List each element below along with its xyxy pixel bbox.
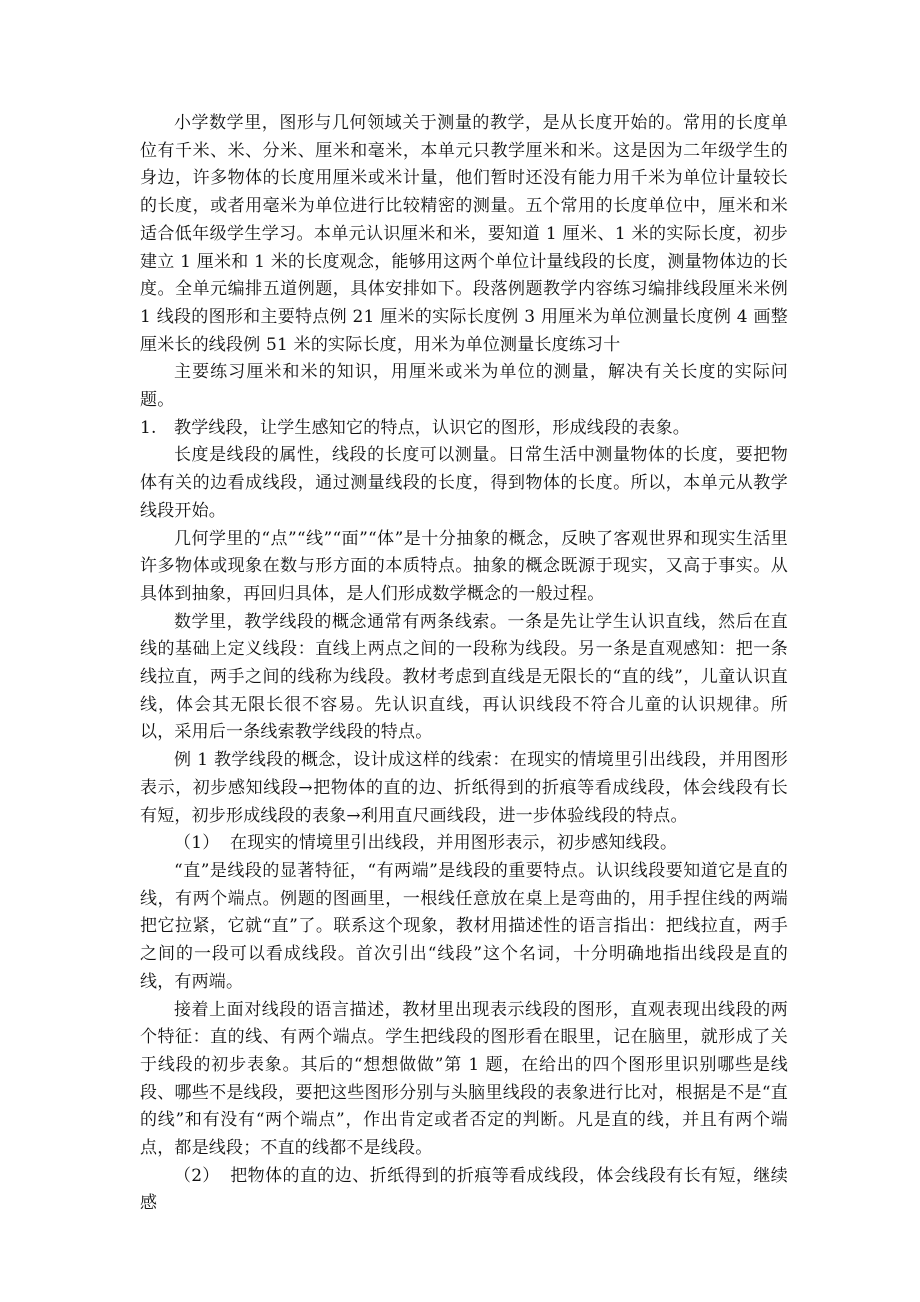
paragraph-intro: 小学数学里，图形与几何领域关于测量的教学，是从长度开始的。常用的长度单位有千米、米、分米、厘米和毫米，本单元只教学厘米和米。这是因为二年级学生的身边，许多物体的长度用厘米或米计量，他们暂时还没有能力用千米为单位计量较长的长度，或者用毫米为单位进行比较精密的测量。五个常用的长度单位中，厘米和米适合低年级学生学习。本单元认识厘米和米，要知道 1 厘米、1 米的实际长度，初步建立 1 厘米和 1 米的长度观念，能够用这两个单位计量线段的长度，测量物体边的长度。全单元编排五道例题，具体安排如下。段落例题教学内容练习编排线段厘米米例 1 线段的图形和主要特点例 21 厘米的实际长度例 3 用厘米为单位测量长度例 4 画整厘米长的线段例 51 米的实际长度，用米为单位测量长度练习十: [140, 113, 788, 355]
sub-number: （1）: [174, 833, 220, 854]
paragraph-straight-feature: “直”是线段的显著特征，“有两端”是线段的重要特点。认识线段要知道它是直的线，有两个端点。例题的图画里，一根线任意放在桌上是弯曲的，用手捏住线的两端把它拉紧，它就“直”了。联系这个现象，教材用描述性的语言指出：把线拉直，两手之间的一段可以看成线段。首次引出“线段”这个名词，十分明确地指出线段是直的线，有两端。: [140, 860, 788, 992]
sub-heading-1: [140, 830, 788, 858]
sub-heading-2: [140, 1163, 788, 1218]
sub-number: （2）: [174, 1165, 220, 1186]
numbered-heading-1: [140, 415, 788, 443]
paragraph-segment-figure: 接着上面对线段的语言描述，教材里出现表示线段的图形，直观表现出线段的两个特征：直的线、有两个端点。学生把线段的图形看在眼里，记在脑里，就形成了关于线段的初步表象。其后的“想想做做”第 1 题，在给出的四个图形里识别哪些是线段、哪些不是线段，要把这些图形分别与头脑里线段的表象进行比对，根据是不是“直的线”和有没有“两个端点”，作出肯定或者否定的判断。凡是直的线，并且有两个端点，都是线段；不直的线都不是线段。: [140, 999, 788, 1159]
paragraph-geometry-concepts: 几何学里的“点”“线”“面”“体”是十分抽象的概念，反映了客观世界和现实生活里许多物体或现象在数与形方面的本质特点。抽象的概念既源于现实，又高于事实。从具体到抽象，再回归具体，是人们形成数学概念的一般过程。: [140, 528, 788, 604]
list-number: 1.: [140, 417, 157, 438]
document-page: [140, 110, 788, 1218]
numbered-heading-text: 教学线段，让学生感知它的特点，认识它的图形，形成线段的表象。: [174, 417, 690, 438]
sub-heading-text: 在现实的情境里引出线段，并用图形表示，初步感知线段。: [230, 833, 678, 854]
paragraph-length-attribute: 长度是线段的属性，线段的长度可以测量。日常生活中测量物体的长度，要把物体有关的边看成线段，通过测量线段的长度，得到物体的长度。所以，本单元从教学线段开始。: [140, 445, 788, 521]
paragraph-two-clues: 数学里，教学线段的概念通常有两条线索。一条是先让学生认识直线，然后在直线的基础上定义线段：直线上两点之间的一段称为线段。另一条是直观感知：把一条线拉直，两手之间的线称为线段。教材考虑到直线是无限长的“直的线”，儿童认识直线，体会其无限长很不容易。先认识直线，再认识线段不符合儿童的认识规律。所以，采用后一条线索教学线段的特点。: [140, 611, 788, 743]
paragraph-example-1: 例 1 教学线段的概念，设计成这样的线索：在现实的情境里引出线段，并用图形表示，初步感知线段→把物体的直的边、折纸得到的折痕等看成线段，体会线段有长有短，初步形成线段的表象→利用直尺画线段，进一步体验线段的特点。: [140, 750, 788, 826]
sub-heading-text: 把物体的直的边、折纸得到的折痕等看成线段，体会线段有长有短，继续感: [140, 1165, 788, 1214]
paragraph-practice: 主要练习厘米和米的知识，用厘米或米为单位的测量，解决有关长度的实际问题。: [140, 362, 788, 411]
